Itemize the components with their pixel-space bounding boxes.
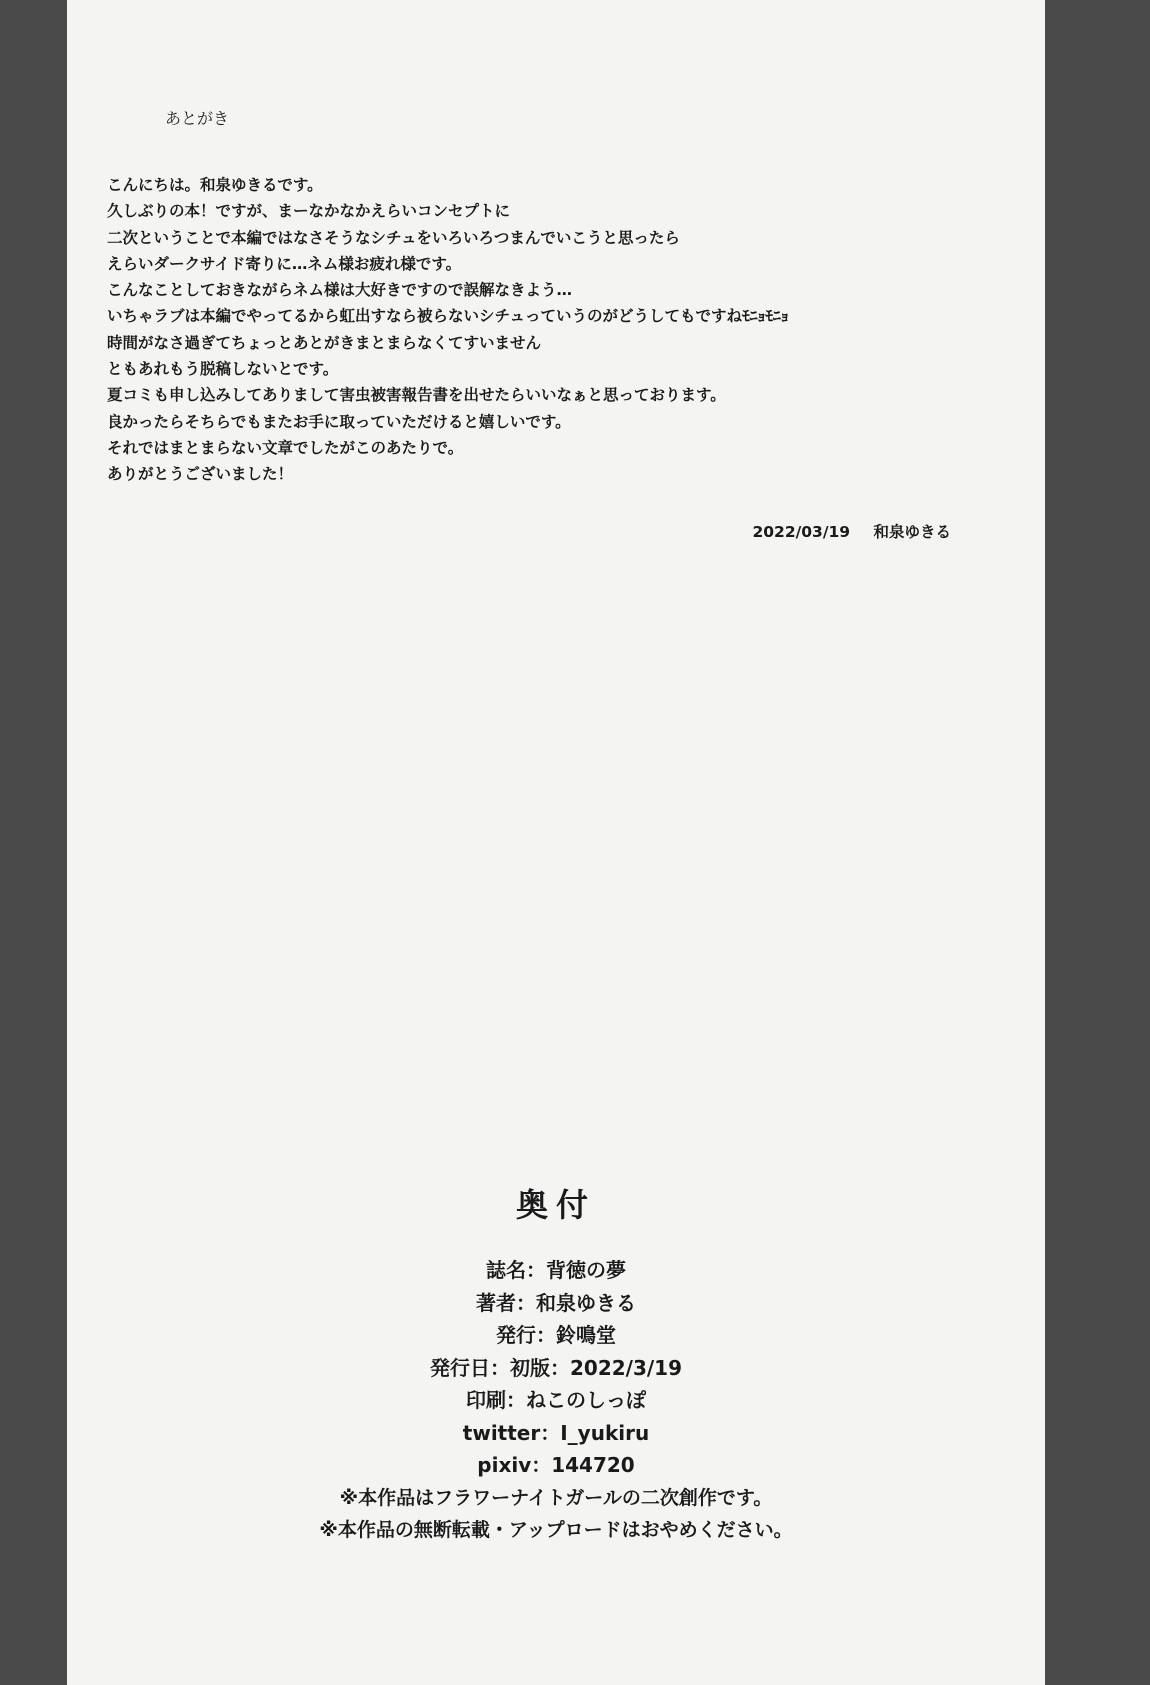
colophon-row-author: 著者：和泉ゆきる <box>476 1290 636 1315</box>
afterword-line: 久しぶりの本！ですが、まーなかなかえらいコンセプトに <box>107 202 511 221</box>
colophon <box>67 1180 1045 1547</box>
colophon-row-twitter: twitter：I_yukiru <box>462 1420 650 1445</box>
afterword-line: 二次ということで本編ではなさそうなシチュをいろいろつまんでいこうと思ったら <box>107 228 680 247</box>
signature-name: 和泉ゆきる <box>873 523 951 541</box>
afterword-line: 時間がなさ過ぎてちょっとあとがきまとまらなくてすいません <box>107 333 542 352</box>
colophon-row-printer: 印刷：ねこのしっぽ <box>466 1388 646 1412</box>
colophon-row-publisher: 発行：鈴鳴堂 <box>496 1323 616 1347</box>
afterword-line: いちゃラブは本編でやってるから虹出すなら被らないシチュっていうのがどうしてもですねﾓﾆｮﾓﾆｮ <box>107 307 789 326</box>
colophon-list <box>67 1254 1045 1547</box>
colophon-note-derivative: ※本作品はフラワーナイトガールの二次創作です。 <box>339 1486 773 1509</box>
afterword-signature <box>752 520 951 542</box>
afterword-body <box>107 172 1007 488</box>
afterword-line: ともあれもう脱稿しないとです。 <box>107 360 339 379</box>
signature-date: 2022/03/19 <box>752 523 851 541</box>
colophon-row-publish-date: 発行日：初版：2022/3/19 <box>429 1355 683 1380</box>
colophon-row-pixiv: pixiv：144720 <box>477 1453 635 1477</box>
afterword-line: こんにちは。和泉ゆきるです。 <box>107 176 323 194</box>
colophon-row-title: 誌名：背徳の夢 <box>486 1258 626 1282</box>
afterword-heading: あとがき <box>165 109 230 128</box>
afterword-line: えらいダークサイド寄りに…ネム様お疲れ様です。 <box>107 254 462 273</box>
afterword-line: 良かったらそちらでもまたお手に取っていただけると嬉しいです。 <box>107 412 571 431</box>
afterword-line: 夏コミも申し込みしてありまして害虫被害報告書を出せたらいいなぁと思っております。 <box>107 386 726 405</box>
afterword-line: こんなことしておきながらネム様は大好きですので誤解なきよう… <box>107 281 573 300</box>
colophon-note-no-reupload: ※本作品の無断転載・アップロードはおやめください。 <box>319 1519 793 1541</box>
afterword-line: それではまとまらない文章でしたがこのあたりで。 <box>107 438 464 457</box>
book-page <box>67 0 1045 1685</box>
afterword-line: ありがとうございました！ <box>107 465 294 484</box>
colophon-title: 奥付 <box>515 1186 596 1224</box>
